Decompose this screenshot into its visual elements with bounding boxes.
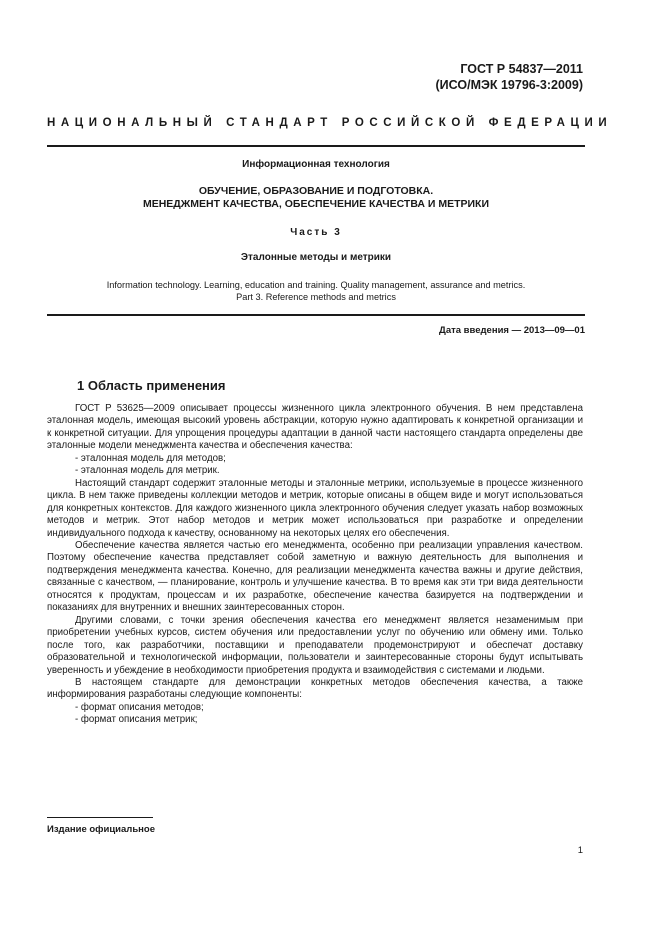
footer-divider	[47, 817, 153, 818]
iso-reference: (ИСО/МЭК 19796-3:2009)	[435, 78, 583, 92]
section-heading: 1 Область применения	[77, 378, 226, 393]
section-body	[47, 403, 583, 727]
paragraph: ГОСТ Р 53625—2009 описывает процессы жизненного цикла электронного обучения. В нем представлена эталонная модель, имеющая высокий уровень абстракции, которую нужно адаптировать к конкретной организации и к конкретной ситуации. Для упрощения процедуры адаптации в данной части настоящего стандарта определены две эталонные модели менеджмента качества и обеспечения качества:	[47, 403, 583, 452]
standard-number: ГОСТ Р 54837—2011	[460, 62, 583, 76]
page-number: 1	[577, 845, 583, 856]
title-main-line1: ОБУЧЕНИЕ, ОБРАЗОВАНИЕ И ПОДГОТОВКА.	[198, 185, 434, 197]
title-english-line2: Part 3. Reference methods and metrics	[236, 292, 396, 302]
list-item: - эталонная модель для методов;	[75, 452, 226, 464]
paragraph: В настоящем стандарте для демонстрации конкретных методов обеспечения качества, а также информирования разработаны следующие компоненты:	[47, 676, 583, 701]
title-english-line1: Information technology. Learning, education and training. Quality management, assurance and metrics.	[106, 280, 526, 290]
paragraph: Обеспечение качества является частью его менеджмента, особенно при реализации управления качеством. Поэтому обеспечение качества представляет собой заметную и важную деятельность для выполнения и подтверждения менеджмента качества. Конечно, для реализации менеджмента качества важны и другие действия, связанные с качеством, — планирование, контроль и улучшение качества. В то время как эти три вида деятельности относятся к продуктам, процессам и их разработке, обеспечение качества базируется на подтверждении и показаниях для внутренних и внешних заинтересованных сторон.	[47, 539, 583, 614]
title-main-line2: МЕНЕДЖМЕНТ КАЧЕСТВА, ОБЕСПЕЧЕНИЕ КАЧЕСТВА И МЕТРИКИ	[142, 198, 490, 210]
national-standard-banner: НАЦИОНАЛЬНЫЙ СТАНДАРТ РОССИЙСКОЙ ФЕДЕРАЦИИ	[47, 117, 613, 129]
title-topic: Информационная технология	[242, 159, 390, 170]
official-edition: Издание официальное	[47, 824, 155, 835]
paragraph: Другими словами, с точки зрения обеспечения качества его менеджмент является незаменимым при приобретении учебных курсов, систем обучения или предоставлении услуг по обучению или обмену ими. Только после того, как разработчики, поставщики и преподаватели продемонстрируют и обеспечат доставку образовательной и технологической информации, пользователи и заинтересованные стороны будут испытывать уверенность и убеждение в необходимости приобретения продукта и взаимодействия с системами и людьми.	[47, 614, 583, 676]
paragraph: Настоящий стандарт содержит эталонные методы и эталонные метрики, используемые в процессе жизненного цикла. В нем также приведены коллекции методов и метрик, которые описаны в общем виде и могут использоваться для конкретных контекстов. Для каждого жизненного цикла электронного обучения следует указать набор возможных методов и метрик. Этот набор методов и метрик может использоваться при разработке и определении индивидуального подхода к качеству, основанному на некоторых целях его обеспечения.	[47, 477, 583, 539]
list-item: - формат описания метрик;	[75, 714, 198, 726]
intro-date: Дата введения — 2013—09—01	[439, 325, 585, 336]
title-part: Часть 3	[290, 227, 342, 238]
list-item: - формат описания методов;	[75, 701, 204, 713]
list-item: - эталонная модель для метрик.	[75, 465, 220, 477]
title-divider	[47, 314, 585, 316]
title-subtitle: Эталонные методы и метрики	[240, 252, 392, 263]
header-divider	[47, 145, 585, 147]
